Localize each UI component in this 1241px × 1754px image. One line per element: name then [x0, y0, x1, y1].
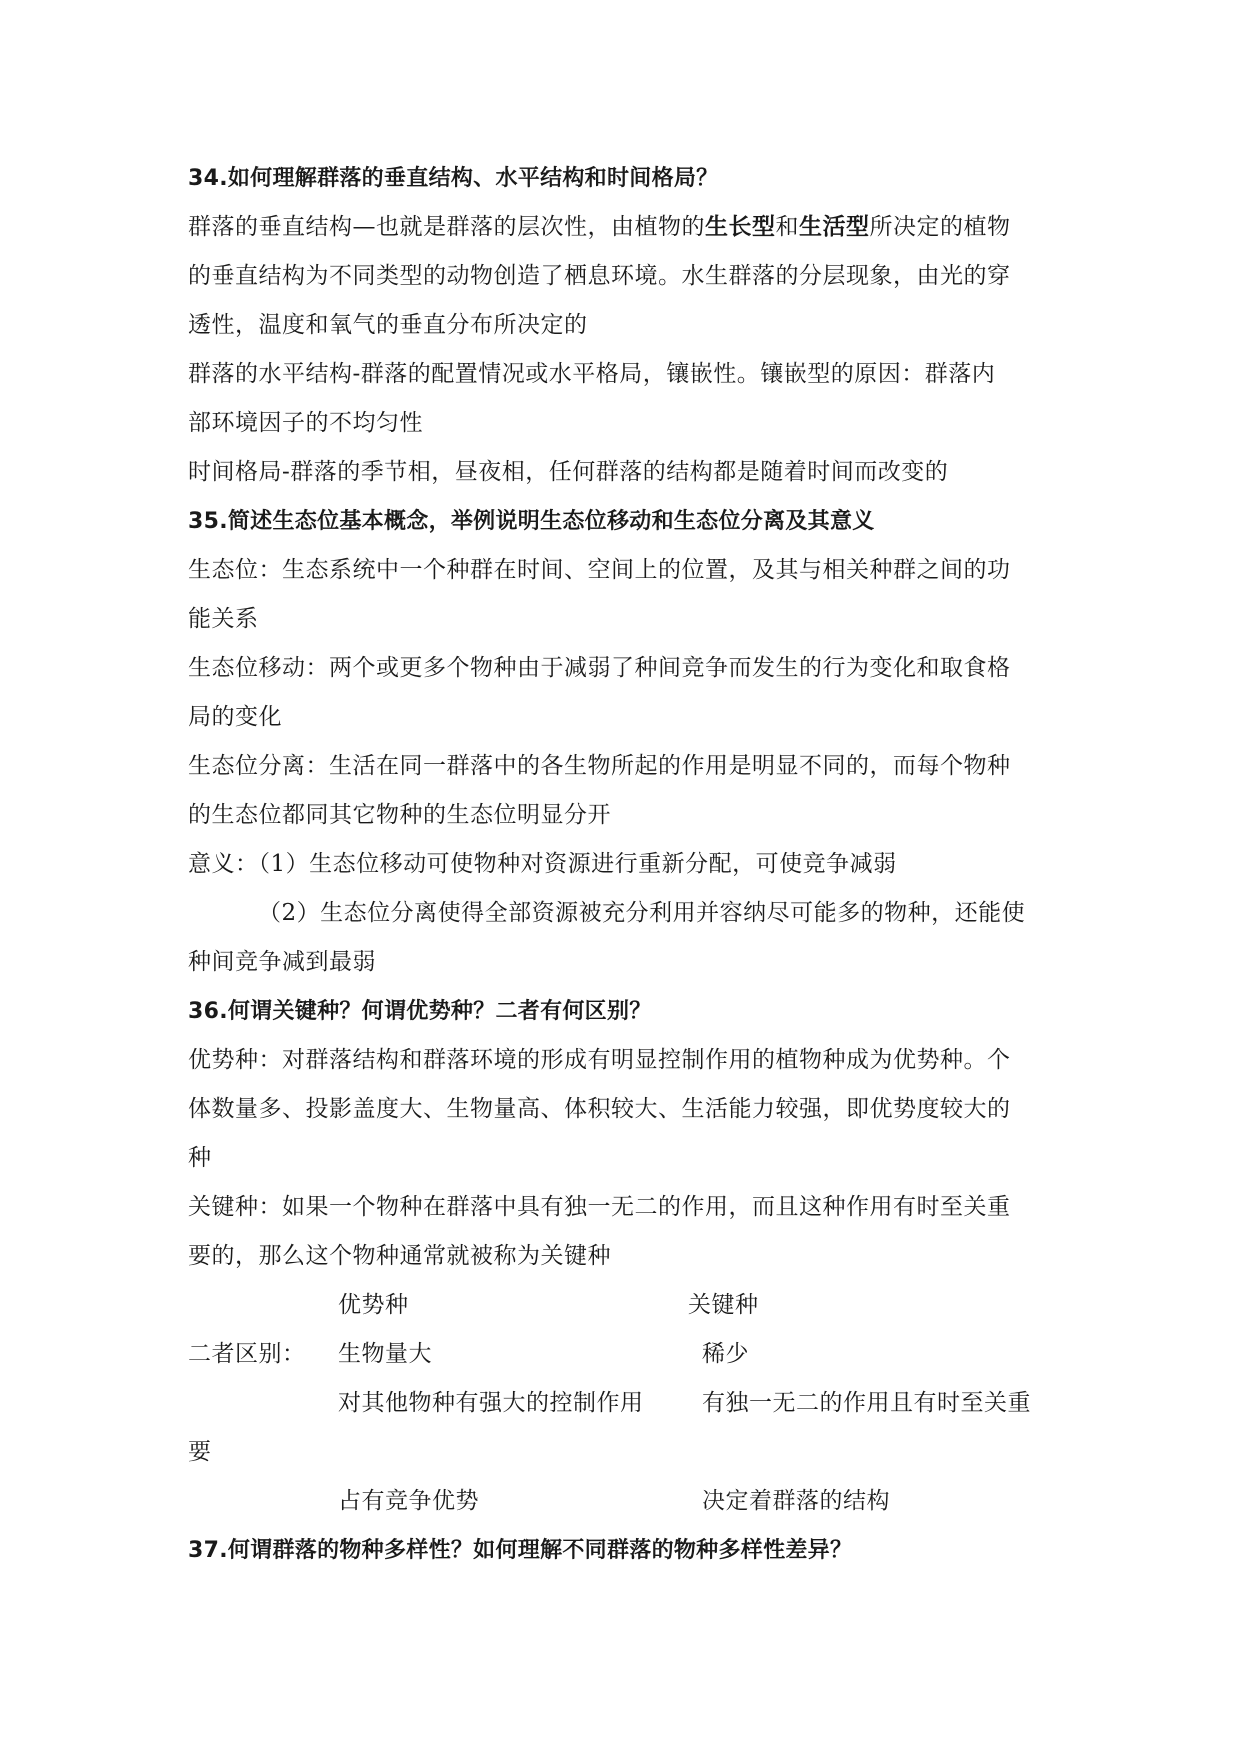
q36-keystone-line-1: 关键种：如果一个物种在群落中具有独一无二的作用，而且这种作用有时至关重	[188, 1194, 1011, 1220]
compare-row-2-wrap: 要	[188, 1439, 212, 1465]
q36-dominant-line-3: 种	[188, 1145, 212, 1171]
q36-dominant-line-2: 体数量多、投影盖度大、生物量高、体积较大、生活能力较强，即优势度较大的	[188, 1096, 1011, 1122]
q35-shift-line-2: 局的变化	[188, 704, 282, 730]
compare-row-3	[188, 1477, 1068, 1526]
compare-r2-keystone: 有独一无二的作用且有时至关重	[702, 1390, 1031, 1416]
compare-head-keystone: 关键种	[688, 1292, 759, 1318]
compare-head-dominant: 优势种	[338, 1292, 409, 1318]
life-form-term: 生活型	[799, 214, 870, 240]
q35-meaning-line-2: （2）生态位分离使得全部资源被充分利用并容纳尽可能多的物种，还能使	[258, 900, 1026, 926]
compare-row-2	[188, 1379, 1068, 1428]
compare-r3-keystone: 决定着群落的结构	[702, 1488, 890, 1514]
q35-meaning-line-1: 意义：（1）生态位移动可使物种对资源进行重新分配，可使竞争减弱	[188, 851, 897, 877]
compare-label: 二者区别：	[188, 1341, 306, 1367]
q34-vertical-line-1: 群落的垂直结构—也就是群落的层次性，由植物的生长型和生活型所决定的植物	[188, 214, 1011, 240]
question-36-title: 36.何谓关键种？何谓优势种？二者有何区别？	[188, 999, 652, 1024]
document-page	[188, 154, 1068, 1575]
q35-separation-line-2: 的生态位都同其它物种的生态位明显分开	[188, 802, 611, 828]
compare-r2-dominant: 对其他物种有强大的控制作用	[338, 1390, 644, 1416]
q35-niche-line-1: 生态位：生态系统中一个种群在时间、空间上的位置，及其与相关种群之间的功	[188, 557, 1011, 583]
q35-shift-line-1: 生态位移动：两个或更多个物种由于减弱了种间竞争而发生的行为变化和取食格	[188, 655, 1011, 681]
q36-keystone-line-2: 要的，那么这个物种通常就被称为关键种	[188, 1243, 611, 1269]
q36-dominant-line-1: 优势种：对群落结构和群落环境的形成有明显控制作用的植物种成为优势种。个	[188, 1047, 1011, 1073]
compare-r3-dominant: 占有竞争优势	[338, 1488, 479, 1514]
q34-horizontal-line-1: 群落的水平结构-群落的配置情况或水平格局，镶嵌性。镶嵌型的原因：群落内	[188, 361, 996, 387]
q34-temporal-line-1: 时间格局-群落的季节相，昼夜相，任何群落的结构都是随着时间而改变的	[188, 459, 949, 485]
growth-form-term: 生长型	[705, 214, 776, 240]
compare-header-row	[188, 1281, 1068, 1330]
question-35-title: 35.简述生态位基本概念，举例说明生态位移动和生态位分离及其意义	[188, 509, 875, 534]
compare-r1-dominant: 生物量大	[338, 1341, 432, 1367]
compare-r1-keystone: 稀少	[702, 1341, 749, 1367]
q35-niche-line-2: 能关系	[188, 606, 259, 632]
q34-vertical-line-3: 透性，温度和氧气的垂直分布所决定的	[188, 312, 588, 338]
question-34-title: 34.如何理解群落的垂直结构、水平结构和时间格局？	[188, 166, 719, 191]
compare-row-1	[188, 1330, 1068, 1379]
q35-meaning-line-3: 种间竞争减到最弱	[188, 949, 376, 975]
q35-separation-line-1: 生态位分离：生活在同一群落中的各生物所起的作用是明显不同的，而每个物种	[188, 753, 1011, 779]
q34-vertical-line-2: 的垂直结构为不同类型的动物创造了栖息环境。水生群落的分层现象，由光的穿	[188, 263, 1011, 289]
question-37-title: 37.何谓群落的物种多样性？如何理解不同群落的物种多样性差异？	[188, 1538, 853, 1563]
q34-horizontal-line-2: 部环境因子的不均匀性	[188, 410, 423, 436]
